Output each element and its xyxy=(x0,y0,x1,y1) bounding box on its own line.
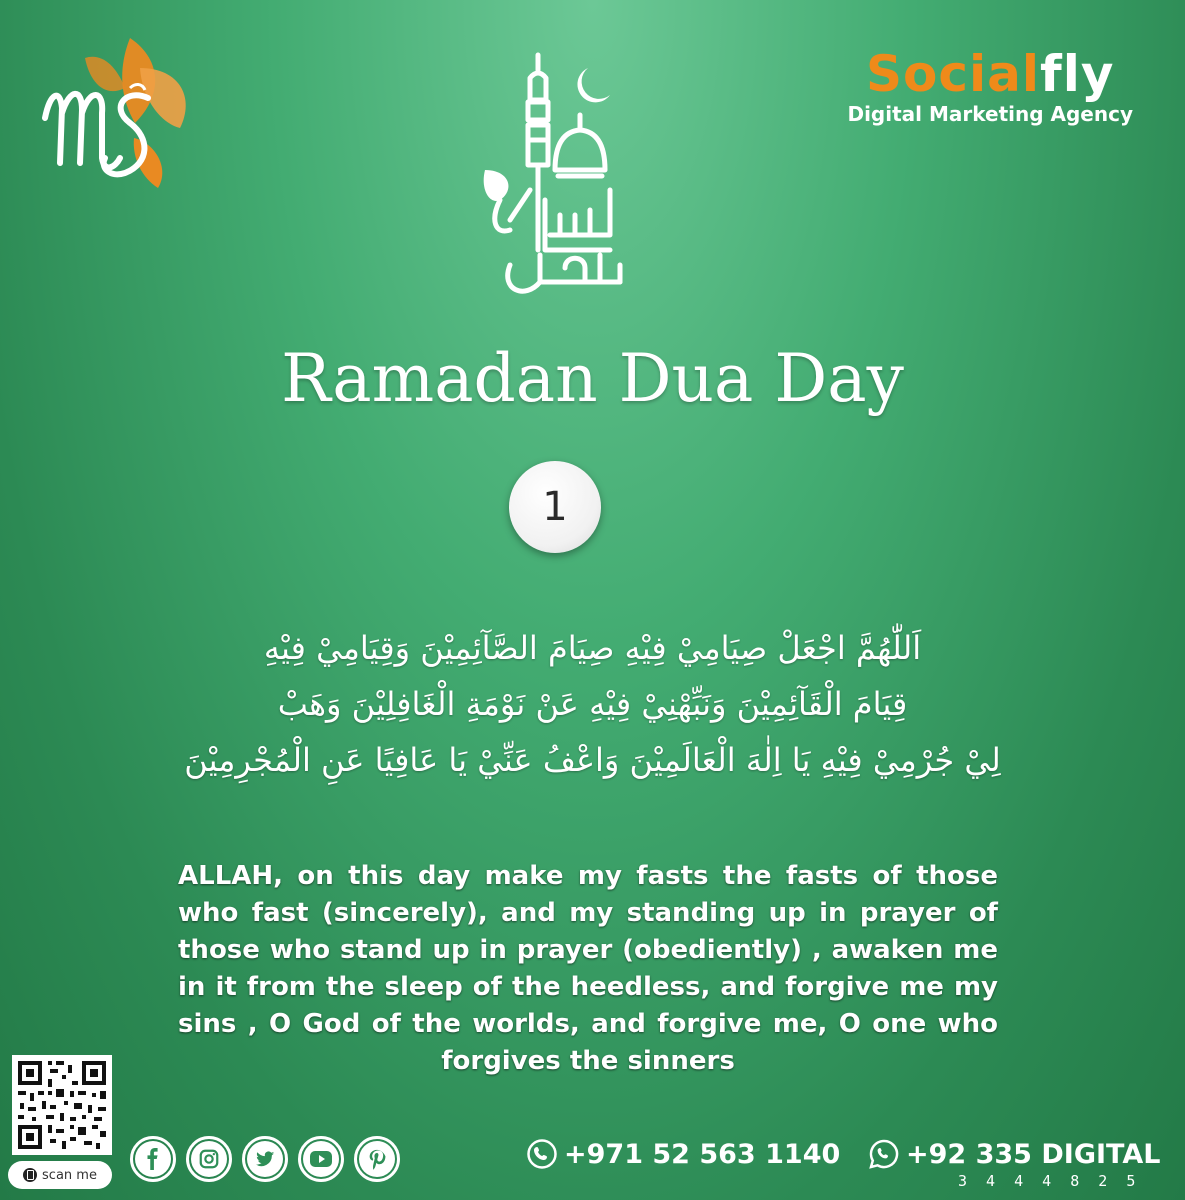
dua-arabic-line-1: اَللّٰهُمَّ اجْعَلْ صِيَامِيْ فِيْهِ صِيَامَ الصَّآئِمِيْنَ وَقِيَامِيْ فِيْهِ xyxy=(263,629,922,667)
brand-tagline: Digital Marketing Agency xyxy=(847,102,1133,126)
brand-name-fly: fly xyxy=(1040,45,1115,103)
dua-arabic-line-2: قِيَامَ الْقَآئِمِيْنَ وَنَبِّهْنِيْ فِيْهِ عَنْ نَوْمَةِ الْغَافِلِيْنَ وَهَبْ xyxy=(277,685,908,723)
dua-translation: ALLAH, on this day make my fasts the fasts of those who fast (sincerely), and my standing up in prayer of those who stand up in prayer (obediently) , awaken me in it from the sleep of the heedless, and forgive me my sins , O God of the worlds, and forgive me, O one who forgives the sinners xyxy=(178,861,998,1076)
facebook-icon[interactable] xyxy=(130,1136,176,1182)
phone-number-pk: +92 335 DIGITAL xyxy=(906,1138,1161,1170)
phone-number-uae: +971 52 563 1140 xyxy=(564,1138,841,1170)
whatsapp-contact[interactable] xyxy=(868,1138,1160,1170)
dua-arabic-line-3: لِيْ جُرْمِيْ فِيْهِ يَا اِلٰهَ الْعَالَمِيْنَ وَاعْفُ عَنِّيْ يَا عَافِيًا عَنِ الْمُجْرِمِيْنَ xyxy=(184,741,1001,779)
phone-call-icon xyxy=(526,1138,558,1170)
page-title: Ramadan Dua Day xyxy=(281,340,904,417)
dua-arabic-text xyxy=(140,620,1045,788)
twitter-icon[interactable] xyxy=(242,1136,288,1182)
phone-contact[interactable] xyxy=(526,1138,840,1170)
whatsapp-icon xyxy=(868,1138,900,1170)
brand-name-social: Social xyxy=(865,45,1040,103)
ms-monogram-logo xyxy=(30,28,200,198)
mosque-calligraphy-emblem xyxy=(470,50,650,320)
scan-me-text: scan me xyxy=(42,1167,97,1183)
day-number-badge: 1 xyxy=(509,461,601,553)
socialfly-brand xyxy=(847,45,1133,126)
phone-icon xyxy=(23,1168,37,1182)
scan-me-label xyxy=(8,1161,112,1189)
phone-number-pk-digits: 3 4 4 4 8 2 5 xyxy=(958,1172,1141,1190)
brand-name xyxy=(847,45,1133,103)
qr-code[interactable] xyxy=(12,1055,112,1155)
youtube-icon[interactable] xyxy=(298,1136,344,1182)
pinterest-icon[interactable] xyxy=(354,1136,400,1182)
instagram-icon[interactable] xyxy=(186,1136,232,1182)
